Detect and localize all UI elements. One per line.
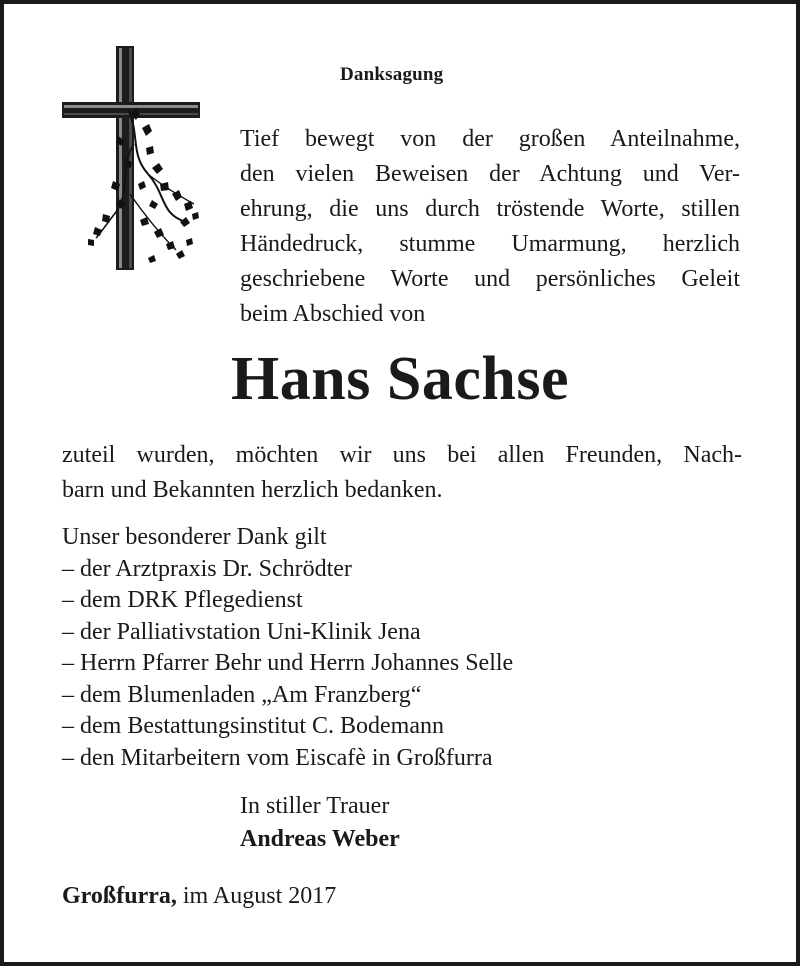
intro-line: geschriebene Worte und persönliches Geleit <box>240 266 740 292</box>
cross-with-ivy-icon <box>60 44 202 272</box>
intro-line: Händedruck, stumme Umarmung, herzlich <box>240 231 740 257</box>
intro-line: den vielen Beweisen der Achtung und Ver- <box>240 161 740 187</box>
intro-line: Tief bewegt von der großen Anteilnahme, <box>240 126 740 152</box>
thanks-item: – den Mitarbeitern vom Eiscafè in Großfurra <box>62 744 493 771</box>
place-name: Großfurra, <box>62 883 177 909</box>
closing-phrase: In stiller Trauer <box>240 793 390 819</box>
thanks-item: – Herrn Pfarrer Behr und Herrn Johannes Selle <box>62 650 514 676</box>
date-text: im August 2017 <box>176 883 337 909</box>
notice-heading: Danksagung <box>340 64 444 85</box>
intro-line: ehrung, die uns durch tröstende Worte, stillen <box>240 196 740 222</box>
intro-paragraph <box>240 122 740 332</box>
gratitude-paragraph <box>62 438 742 508</box>
gratitude-line: barn und Bekannten herzlich bedanken. <box>62 477 443 503</box>
deceased-name: Hans Sachse <box>231 345 569 413</box>
thanks-item: – der Palliativstation Uni-Klinik Jena <box>62 618 421 645</box>
closing-block <box>240 790 400 856</box>
thanks-intro: Unser besonderer Dank gilt <box>62 524 327 550</box>
gratitude-line: zuteil wurden, möchten wir uns bei allen Freunden, Nach- <box>62 442 742 468</box>
intro-line: beim Abschied von <box>240 301 426 327</box>
thanks-item: – dem Blumenladen „Am Franzberg“ <box>62 681 422 708</box>
signer-name: Andreas Weber <box>240 826 400 852</box>
thanks-list <box>62 522 742 774</box>
thanks-item: – dem Bestattungsinstitut C. Bodemann <box>62 713 444 739</box>
thanks-item: – der Arztpraxis Dr. Schrödter <box>62 555 352 582</box>
place-date <box>62 880 336 913</box>
thanks-item: – dem DRK Pflegedienst <box>62 587 303 613</box>
